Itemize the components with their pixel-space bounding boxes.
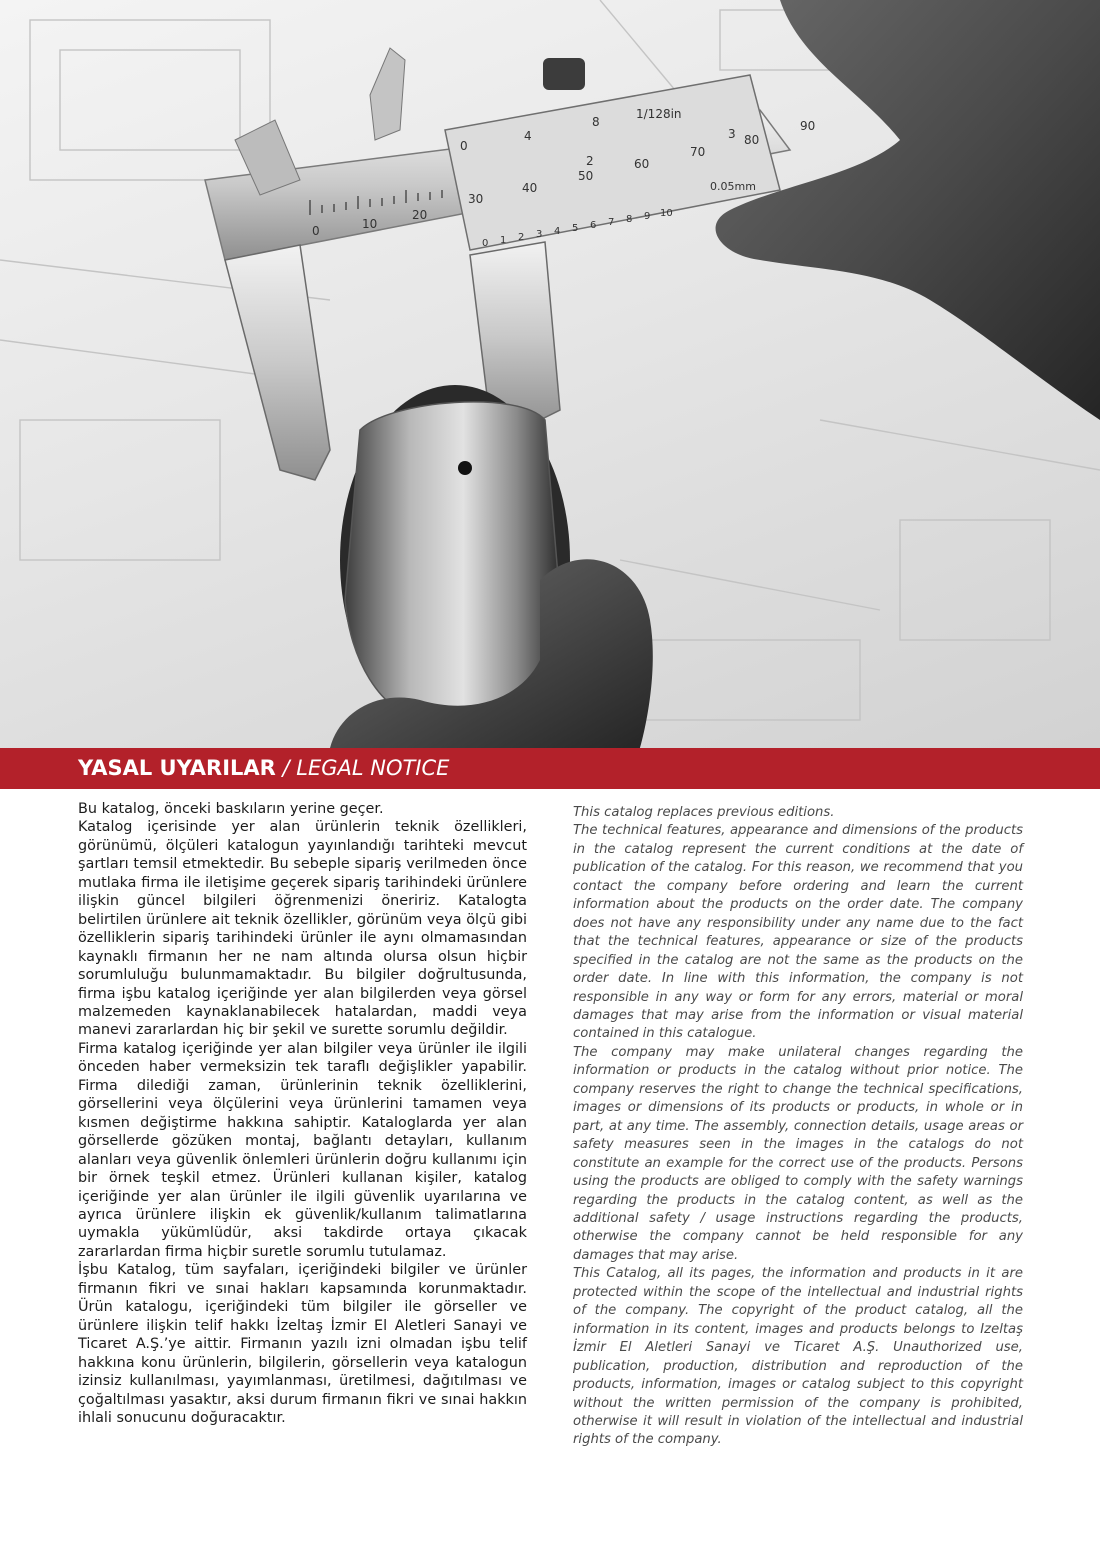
main-scale-label: 80 bbox=[744, 133, 760, 147]
inch-scale-label: 1/128in bbox=[636, 107, 682, 121]
main-scale-label: 10 bbox=[362, 217, 378, 231]
vernier-label: 2 bbox=[518, 232, 525, 243]
section-title-en: LEGAL NOTICE bbox=[296, 756, 450, 780]
section-title-tr: YASAL UYARILAR bbox=[78, 756, 276, 780]
english-paragraph: The company may make unilateral changes regarding the information or products in the catalog without prior notice. The company reserves the right to change the technical specifications, images or dimensions of its products or products, in whole or in part, at any time. The assembly, connection details, usage areas or safety measures seen in the images in the catalogs do not constitute an example for the correct use of the products. Persons using the products are obliged to comply with the safety warnings regarding the products in the catalog content, as well as the additional safety / usage instructions regarding the products, otherwise the company cannot be held responsible for any damages that may arise. bbox=[573, 1044, 1023, 1263]
turkish-paragraph: İşbu Katalog, tüm sayfaları, içeriğindeki bilgiler ve ürünler firmanın fikri ve sınai hakları kapsamında korunmaktadır. Ürün katalogu, içeriğindeki tüm bilgiler ile görseller ve ürünlere ilişkin telif hakkı İzeltaş İzmir El Aletleri Sanayi ve Ticaret A.Ş.’ye aittir. Firmanın yazılı izni olmadan işbu telif hakkına konu ürünlerin, bilgilerin, görsellerin veya katalogun izinsiz kullanılması, yayımlanması, üretilmesi, dağıtılması ve çoğaltılması yasaktır, aksi durum firmanın fikri ve sınai hakkın ihlali sonucunu doğuracaktır. bbox=[78, 1262, 527, 1426]
vernier-label: 8 bbox=[626, 214, 633, 225]
turkish-paragraph: Firma katalog içeriğinde yer alan bilgiler veya ürünler ile ilgili önceden haber vermeksizin tek taraflı değişlikler yapabilir. Firma dilediği zaman, ürünlerinin teknik özelliklerini, görsellerini veya ölçülerini veya ürünlerini tamamen veya kısmen değiştirme hakkına sahiptir. Kataloglarda yer alan görsellerde gözüken montaj, bağlantı detayları, kullanım alanları veya güvenlik önlemleri ürünlerin doğru kullanımı için bir örnek teşkil etmez. Ürünleri kullanan kişiler, katalog içeriğinde yer alan ürünler ile ilgili güvenlik uyarılarına ve ayrıca ürünlere ilişkin ek güvenlik/kullanım talimatlarına uymakla yükümlüdür, aksi takdirde ortaya çıkacak zararlardan firma hiçbir suretle sorumlu tutulamaz. bbox=[78, 1040, 527, 1260]
main-scale-label: 50 bbox=[578, 169, 594, 183]
turkish-column bbox=[78, 800, 527, 1427]
vernier-label: 7 bbox=[608, 217, 615, 228]
english-paragraph: This Catalog, all its pages, the information and products in it are protected within the scope of the intellectual and industrial rights of the company. The copyright of the product catalog, all the information in its content, images and products belongs to Izeltaş İzmir El Aletleri Sanayi ve Ticaret A.Ş. Unauthorized use, publication, production, distribution and reproduction of the products, information, images or catalog subject to this copyright without the written permission of the company is prohibited, otherwise it will result in violation of the intellectual and industrial rights of the company. bbox=[573, 1266, 1023, 1448]
caliper-lower-jaw-fixed bbox=[225, 245, 330, 480]
vernier-label: 3 bbox=[536, 229, 543, 240]
bearing-oil-hole bbox=[458, 461, 472, 475]
inch-scale-label: 8 bbox=[592, 115, 600, 129]
bearing-ring bbox=[345, 402, 560, 722]
main-scale-label: 70 bbox=[690, 145, 706, 159]
vernier-resolution-label: 0.05mm bbox=[710, 180, 756, 193]
vernier-label: 9 bbox=[644, 211, 651, 222]
inch-scale-label: 3 bbox=[728, 127, 736, 141]
vernier-label: 0 bbox=[482, 238, 489, 249]
section-title-separator: / bbox=[275, 756, 297, 780]
vernier-label: 1 bbox=[500, 235, 507, 246]
inch-scale-label: 2 bbox=[586, 154, 594, 168]
main-scale-label: 40 bbox=[522, 181, 538, 195]
inch-scale-label: 0 bbox=[460, 139, 468, 153]
inch-scale-label: 4 bbox=[524, 129, 532, 143]
caliper-upper-jaw-sliding bbox=[370, 48, 405, 140]
header-photo bbox=[0, 0, 1100, 748]
right-hand bbox=[716, 0, 1100, 420]
turkish-paragraph: Bu katalog, önceki baskıların yerine geçer. bbox=[78, 801, 384, 817]
english-paragraph: This catalog replaces previous editions. bbox=[573, 805, 835, 820]
section-title bbox=[78, 755, 449, 781]
turkish-paragraph: Katalog içerisinde yer alan ürünlerin teknik özellikleri, görünümü, ölçüleri katalogun yayınlandığı tarihteki mevcut şartları temsil etmektedir. Bu sebeple sipariş verilmeden önce mutlaka firma ile iletişime geçerek sipariş tarihindeki ürünlere ilişkin güncel bilgileri öğrenmenizi öneririz. Katalogta belirtilen ürünlere ait teknik özellikler, görünüm veya ölçü gibi özelliklerin sipariş tarihindeki ürünler ile aynı olmamasından kaynaklı firmanın her ne nam altında olursa olsun hiçbir sorumluluğu bulunmamaktadır. Bu bilgiler doğrultusunda, firma işbu katalog içeriğinde yer alan bilgilerden veya görsel malzemeden kaynaklanabilecek hatalardan, maddi veya manevi zararlardan hiç bir şekil ve surette sorumlu değildir. bbox=[78, 819, 527, 1039]
section-header-band bbox=[0, 748, 1100, 789]
main-scale-label: 20 bbox=[412, 208, 428, 222]
english-column bbox=[573, 804, 1023, 1450]
vernier-label: 4 bbox=[554, 226, 561, 237]
main-scale-label: 90 bbox=[800, 119, 816, 133]
main-scale-label: 30 bbox=[468, 192, 484, 206]
vernier-label: 5 bbox=[572, 223, 579, 234]
caliper-thumbscrew bbox=[543, 58, 585, 90]
main-scale-label: 0 bbox=[312, 224, 320, 238]
main-scale-label: 60 bbox=[634, 157, 650, 171]
english-paragraph: The technical features, appearance and dimensions of the products in the catalog represent the current conditions at the date of publication of the catalog. For this reason, we recommend that you contact the company before ordering and learn the current information about the products on the order date. The company does not have any responsibility under any name due to the fact that the technical features, appearance or size of the products specified in the catalog are not the same as the products on the order date. In line with this information, the company is not responsible in any way or form for any errors, material or moral damages that may arise from the information or visual material contained in this catalogue. bbox=[573, 823, 1023, 1042]
caliper-illustration bbox=[0, 0, 1100, 748]
vernier-label: 6 bbox=[590, 220, 597, 231]
vernier-label: 10 bbox=[660, 208, 673, 219]
